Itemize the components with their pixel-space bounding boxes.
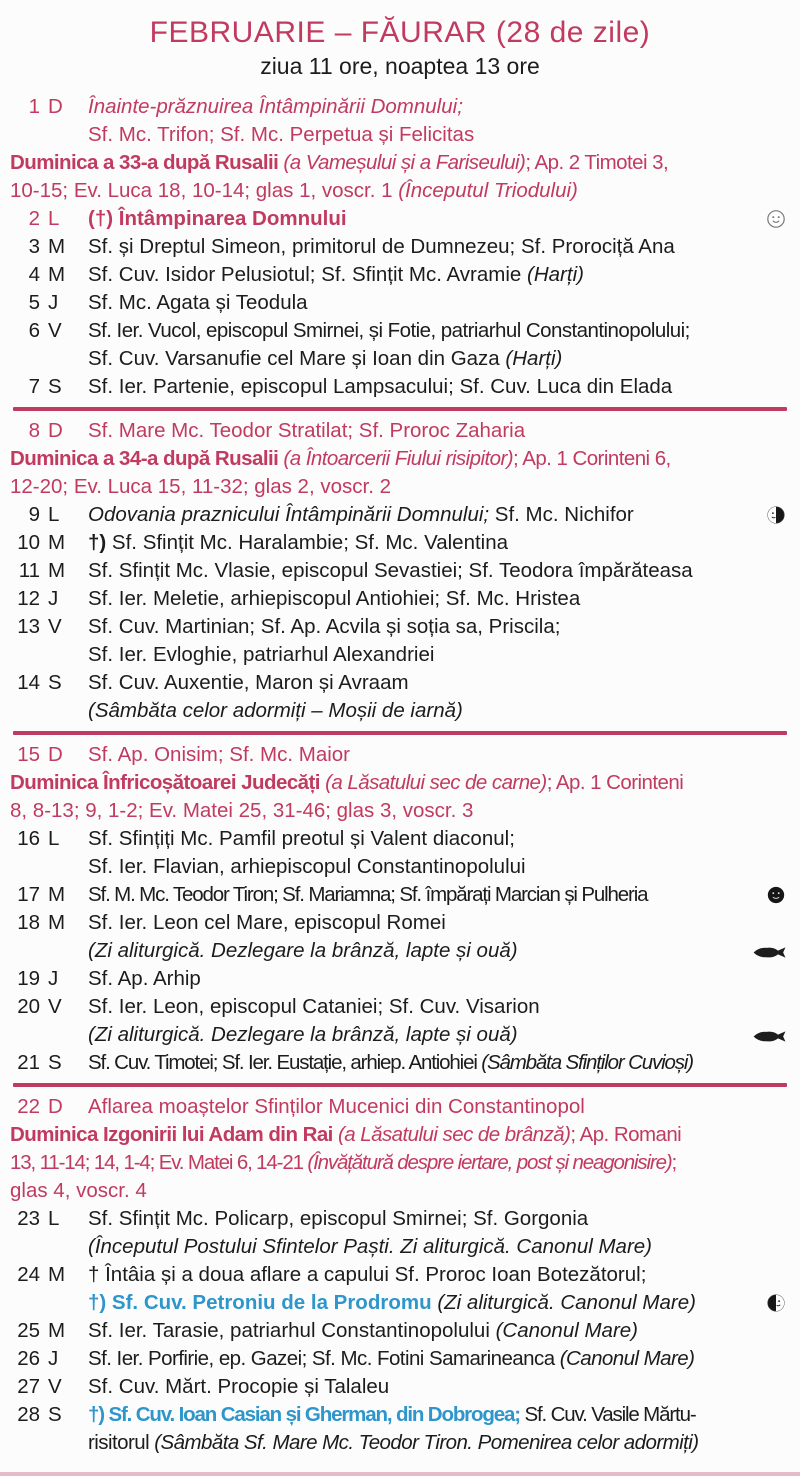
moon-last-quarter-icon (766, 505, 786, 525)
day-column (10, 937, 88, 965)
entry-text (10, 177, 794, 205)
day-number: 24 (17, 1263, 40, 1286)
entry-text (88, 205, 800, 233)
day-column (10, 853, 88, 881)
entry-text (88, 121, 800, 149)
text-segment: †) (88, 531, 107, 554)
weekday-letter: S (48, 671, 62, 694)
day-12-line-1 (0, 585, 800, 613)
day-7-line-1 (0, 373, 800, 401)
day-column (10, 205, 88, 233)
text-segment: (a Lăsatului sec de carne) (325, 771, 547, 794)
day-number: 19 (17, 967, 40, 990)
day-number: 13 (17, 615, 40, 638)
day-column (10, 697, 88, 725)
weekday-letter: M (48, 531, 66, 554)
entry-text (88, 1317, 800, 1345)
day-23-line-2 (0, 1233, 800, 1261)
day-9-line-1 (0, 501, 800, 529)
entry-text (88, 233, 800, 261)
calendar-entries (0, 93, 800, 1457)
day-24-line-1 (0, 1261, 800, 1289)
weekday-letter: J (48, 1347, 59, 1370)
bottom-rule (0, 1472, 800, 1476)
day-26-line-1 (0, 1345, 800, 1373)
day-column (10, 373, 88, 401)
day-column (10, 993, 88, 1021)
text-segment: (a Întoarcerii Fiului risipitor) (283, 447, 514, 470)
entry-text (10, 149, 794, 177)
text-segment: Sf. Mc. Trifon; Sf. Mc. Perpetua și Felicitas (88, 123, 475, 146)
day-18-line-1 (0, 909, 800, 937)
day-column (10, 261, 88, 289)
entry-text (88, 557, 800, 585)
text-segment: Sf. Cuv. Timotei; Sf. Ier. Eustație, arhiep. Antiohiei (88, 1051, 482, 1074)
text-segment: †) Sf. Cuv. Ioan Casian și Gherman, din Dobrogea; (88, 1403, 520, 1426)
weekday-letter: L (48, 1207, 60, 1230)
day-number: 3 (28, 235, 40, 258)
entry-text (88, 853, 800, 881)
day-number: 25 (17, 1319, 40, 1342)
day-column (10, 1429, 88, 1457)
weekday-letter: J (48, 587, 59, 610)
day-column (10, 669, 88, 697)
day-number (10, 1289, 40, 1317)
text-segment: Duminica Izgonirii lui Adam din Rai (10, 1123, 338, 1146)
text-segment: ; Ap. 2 Timotei 3, (525, 151, 669, 174)
entry-text (88, 937, 800, 965)
day-number: 23 (17, 1207, 40, 1230)
text-segment: (Harți) (505, 347, 563, 370)
text-segment: Sf. Cuv. Isidor Pelusiotul; Sf. Sfințit Mc. Avramie (88, 263, 528, 286)
section-separator (13, 407, 787, 411)
day-column (10, 909, 88, 937)
day-15-line-1 (0, 741, 800, 769)
entry-text (88, 317, 800, 345)
day-number (10, 1021, 40, 1049)
day-number: 11 (18, 559, 40, 582)
weekday-letter: S (48, 375, 62, 398)
day-column (10, 1401, 88, 1429)
text-segment: (†) Întâmpinarea Domnului (88, 207, 347, 230)
day-column (10, 1049, 88, 1077)
text-segment: Sf. Cuv. Auxentie, Maron și Avraam (88, 671, 409, 694)
entry-text (10, 473, 794, 501)
day-column (10, 641, 88, 669)
weekday-letter: S (48, 1403, 62, 1426)
day-number: 12 (17, 587, 40, 610)
day-number: 18 (17, 911, 40, 934)
day-column (10, 529, 88, 557)
text-segment: Sf. Sfințit Mc. Vlasie, episcopul Sevastiei; Sf. Teodora împărăteasa (88, 559, 693, 582)
text-segment: Sf. Ier. Flavian, arhiepiscopul Constantinopolului (88, 855, 526, 878)
sunday-heading-line-2 (0, 797, 800, 825)
text-segment: Sf. M. Mc. Teodor Tiron; Sf. Mariamna; Sf. împărați Marcian și Pulheria (88, 883, 648, 906)
entry-text (88, 993, 800, 1021)
weekday-letter: M (48, 263, 66, 286)
day-6-line-2 (0, 345, 800, 373)
entry-text (88, 613, 800, 641)
day-column (10, 93, 88, 121)
weekday-letter: L (48, 503, 60, 526)
text-segment: Sf. Ier. Evloghie, patriarhul Alexandriei (88, 643, 435, 666)
text-segment: Sf. și Dreptul Simeon, primitorul de Dumnezeu; Sf. Prorociță Ana (88, 235, 675, 258)
day-5-line-1 (0, 289, 800, 317)
text-segment: Sf. Ier. Meletie, arhiepiscopul Antiohiei; Sf. Mc. Hristea (88, 587, 581, 610)
day-column (10, 585, 88, 613)
day-number (10, 1233, 40, 1261)
entry-text (88, 261, 800, 289)
sunday-heading-line-2 (0, 177, 800, 205)
text-segment: Sf. Ier. Leon cel Mare, episcopul Romei (88, 911, 446, 934)
entry-text (88, 965, 800, 993)
text-segment: glas 4, voscr. 4 (10, 1179, 147, 1202)
entry-text (88, 345, 800, 373)
text-segment: Sf. Cuv. Mărt. Procopie și Talaleu (88, 1375, 390, 1398)
weekday-letter: D (48, 1095, 63, 1118)
moon-full-icon (766, 209, 786, 229)
day-28-line-1 (0, 1401, 800, 1429)
text-segment: Înainte-prăznuirea Întâmpinării Domnului; (88, 95, 463, 118)
text-segment: Sf. Cuv. Varsanufie cel Mare și Ioan din Gaza (88, 347, 506, 370)
day-16-line-2 (0, 853, 800, 881)
entry-text (88, 825, 800, 853)
text-segment: (a Lăsatului sec de brânză) (337, 1123, 571, 1146)
text-segment: Sf. Ap. Onisim; Sf. Mc. Maior (88, 743, 351, 766)
day-22-line-1 (0, 1093, 800, 1121)
weekday-letter: V (48, 319, 62, 342)
entry-text (10, 769, 794, 797)
weekday-letter: V (48, 615, 62, 638)
text-segment: (Zi aliturgică. Dezlegare la brânză, lapte și ouă) (88, 1023, 518, 1046)
day-number: 9 (28, 503, 40, 526)
day-number: 28 (17, 1403, 40, 1426)
day-number: 20 (17, 995, 40, 1018)
section-separator (13, 731, 787, 735)
fish-icon (752, 945, 788, 960)
entry-text (88, 1261, 800, 1289)
weekday-letter: D (48, 419, 63, 442)
entry-text (88, 909, 800, 937)
sunday-heading-line-1 (0, 769, 800, 797)
day-column (10, 1093, 88, 1121)
day-number: 14 (17, 671, 40, 694)
day-column (10, 1261, 88, 1289)
section-separator (13, 1083, 787, 1087)
text-segment: Duminica Înfricoșătoarei Judecăți (10, 771, 326, 794)
entry-text (88, 373, 800, 401)
text-segment: (Zi aliturgică. Dezlegare la brânză, lapte și ouă) (88, 939, 518, 962)
day-column (10, 881, 88, 909)
text-segment: Sf. Sfințit Mc. Policarp, episcopul Smirnei; Sf. Gorgonia (88, 1207, 589, 1230)
day-column (10, 1317, 88, 1345)
month-title: FEBRUARIE – FĂURAR (28 de zile) (149, 16, 651, 49)
entry-text (88, 585, 800, 613)
day-13-line-2 (0, 641, 800, 669)
text-segment: Sf. Ier. Tarasie, patriarhul Constantinopolului (88, 1319, 496, 1342)
day-column (10, 741, 88, 769)
day-night-hours: ziua 11 ore, noaptea 13 ore (260, 53, 540, 79)
day-number (10, 121, 40, 149)
entry-text (10, 1149, 794, 1177)
day-11-line-1 (0, 557, 800, 585)
text-segment: (Zi aliturgică. Canonul Mare) (437, 1291, 696, 1314)
day-20-line-2 (0, 1021, 800, 1049)
text-segment: ; Ap. Romani (570, 1123, 682, 1146)
text-segment: (Începutul Postului Sfintelor Paști. Zi aliturgică. Canonul Mare) (88, 1235, 653, 1258)
day-23-line-1 (0, 1205, 800, 1233)
day-column (10, 825, 88, 853)
weekday-letter: M (48, 1319, 66, 1342)
day-number: 5 (28, 291, 40, 314)
entry-text (10, 797, 794, 825)
entry-text (88, 1021, 800, 1049)
entry-text (88, 741, 800, 769)
weekday-letter: V (48, 995, 62, 1018)
text-segment: ; Ap. 1 Corinteni (546, 771, 684, 794)
weekday-letter: V (48, 1375, 62, 1398)
entry-text (88, 417, 800, 445)
text-segment: Sf. Ier. Porfirie, ep. Gazei; Sf. Mc. Fotini Samarineanca (88, 1347, 560, 1370)
weekday-letter: J (48, 967, 59, 990)
day-number: 10 (17, 531, 40, 554)
day-number (10, 345, 40, 373)
entry-text (10, 1177, 794, 1205)
text-segment: Odovania praznicului Întâmpinării Domnului; (88, 503, 490, 526)
day-number: 22 (17, 1095, 40, 1118)
entry-text (88, 1049, 800, 1077)
day-column (10, 557, 88, 585)
sunday-heading-line-2 (0, 1149, 800, 1177)
weekday-letter: M (48, 911, 66, 934)
text-segment: risitorul (88, 1431, 155, 1454)
text-segment: (Sâmbăta Sfinților Cuvioși) (481, 1051, 693, 1074)
entry-text (88, 1429, 800, 1457)
day-column (10, 233, 88, 261)
day-27-line-1 (0, 1373, 800, 1401)
text-segment: Sf. Cuv. Vasile Mărtu- (519, 1403, 696, 1426)
text-segment: Sf. Cuv. Martinian; Sf. Ap. Acvila și soția sa, Priscila; (88, 615, 561, 638)
entry-text (88, 1373, 800, 1401)
day-number: 21 (17, 1051, 40, 1074)
day-number (10, 641, 40, 669)
day-24-line-2 (0, 1289, 800, 1317)
day-column (10, 965, 88, 993)
moon-new-icon (766, 885, 786, 905)
entry-text (88, 641, 800, 669)
text-segment: Duminica a 34-a după Rusalii (10, 447, 284, 470)
text-segment: †) Sf. Cuv. Petroniu de la Prodromu (88, 1291, 438, 1314)
text-segment: Sf. Mc. Nichifor (489, 503, 634, 526)
day-column (10, 613, 88, 641)
text-segment: Duminica a 33-a după Rusalii (10, 151, 284, 174)
day-column (10, 1205, 88, 1233)
day-number: 16 (17, 827, 40, 850)
day-number (10, 937, 40, 965)
text-segment: 13, 11-14; 14, 1-4; Ev. Matei 6, 14-21 (10, 1151, 308, 1174)
weekday-letter: M (48, 883, 66, 906)
entry-text (88, 501, 800, 529)
day-column (10, 1021, 88, 1049)
entry-text (88, 1401, 800, 1429)
text-segment: Sf. Mare Mc. Teodor Stratilat; Sf. Proroc Zaharia (88, 419, 526, 442)
day-14-line-1 (0, 669, 800, 697)
sunday-heading-line-1 (0, 445, 800, 473)
text-segment: (Învățătură despre iertare, post și neagonisire) (307, 1151, 672, 1174)
day-column (10, 289, 88, 317)
text-segment: ; Ap. 1 Corinteni 6, (513, 447, 671, 470)
weekday-letter: L (48, 207, 60, 230)
text-segment: (Începutul Triodului) (398, 179, 578, 202)
text-segment: (a Vameșului și a Fariseului) (283, 151, 526, 174)
day-13-line-1 (0, 613, 800, 641)
entry-text (88, 1093, 800, 1121)
day-20-line-1 (0, 993, 800, 1021)
day-19-line-1 (0, 965, 800, 993)
day-number: 26 (17, 1347, 40, 1370)
text-segment: Sf. Ier. Partenie, episcopul Lampsacului; Sf. Cuv. Luca din Elada (88, 375, 673, 398)
day-18-line-2 (0, 937, 800, 965)
text-segment: Sf. Ier. Leon, episcopul Cataniei; Sf. Cuv. Visarion (88, 995, 540, 1018)
day-column (10, 501, 88, 529)
sunday-heading-line-1 (0, 149, 800, 177)
day-number: 6 (28, 319, 40, 342)
text-segment: (Sâmbăta Sf. Mare Mc. Teodor Tiron. Pomenirea celor adormiți) (154, 1431, 699, 1454)
day-1-line-2 (0, 121, 800, 149)
day-column (10, 1289, 88, 1317)
day-16-line-1 (0, 825, 800, 853)
entry-text (88, 1205, 800, 1233)
weekday-letter: J (48, 291, 59, 314)
day-4-line-1 (0, 261, 800, 289)
moon-first-quarter-icon (766, 1293, 786, 1313)
page-header (0, 0, 800, 80)
text-segment: Sf. Sfințit Mc. Haralambie; Sf. Mc. Valentina (106, 531, 509, 554)
text-segment: Aflarea moaștelor Sfinților Mucenici din Constantinopol (88, 1095, 585, 1118)
day-number: 8 (28, 419, 40, 442)
day-number: 27 (17, 1375, 40, 1398)
day-2-line-1 (0, 205, 800, 233)
text-segment: Sf. Mc. Agata și Teodula (88, 291, 308, 314)
day-17-line-1 (0, 881, 800, 909)
day-number (10, 697, 40, 725)
text-segment: (Sâmbăta celor adormiți – Moșii de iarnă) (88, 699, 463, 722)
day-column (10, 345, 88, 373)
sunday-heading-line-1 (0, 1121, 800, 1149)
weekday-letter: M (48, 559, 66, 582)
day-28-line-2 (0, 1429, 800, 1457)
text-segment: (Canonul Mare) (495, 1319, 638, 1342)
day-number: 17 (17, 883, 40, 906)
entry-text (10, 1121, 794, 1149)
weekday-letter: L (48, 827, 60, 850)
weekday-letter: M (48, 235, 66, 258)
text-segment: (Canonul Mare) (559, 1347, 695, 1370)
day-number: 2 (28, 207, 40, 230)
weekday-letter: D (48, 95, 63, 118)
text-segment: 10-15; Ev. Luca 18, 10-14; glas 1, voscr. 1 (10, 179, 399, 202)
weekday-letter: D (48, 743, 63, 766)
day-column (10, 417, 88, 445)
fish-icon (752, 1029, 788, 1044)
day-number (10, 1429, 40, 1457)
day-3-line-1 (0, 233, 800, 261)
sunday-heading-line-2 (0, 473, 800, 501)
entry-text (88, 881, 800, 909)
entry-text (88, 289, 800, 317)
day-column (10, 1373, 88, 1401)
day-number: 7 (28, 375, 40, 398)
day-10-line-1 (0, 529, 800, 557)
text-segment: † Întâia și a doua aflare a capului Sf. Proroc Ioan Botezătorul; (88, 1263, 647, 1286)
entry-text (88, 697, 800, 725)
day-number: 4 (28, 263, 40, 286)
entry-text (88, 1233, 800, 1261)
text-segment: Sf. Ap. Arhip (88, 967, 201, 990)
entry-text (88, 669, 800, 697)
day-number: 15 (17, 743, 40, 766)
text-segment: 12-20; Ev. Luca 15, 11-32; glas 2, voscr. 2 (10, 475, 391, 498)
text-segment: Sf. Sfințiți Mc. Pamfil preotul și Valent diaconul; (88, 827, 515, 850)
entry-text (88, 1289, 800, 1317)
text-segment: (Harți) (527, 263, 584, 286)
weekday-letter: M (48, 1263, 66, 1286)
text-segment: 8, 8-13; 9, 1-2; Ev. Matei 25, 31-46; glas 3, voscr. 3 (10, 799, 474, 822)
sunday-heading-line-3 (0, 1177, 800, 1205)
day-25-line-1 (0, 1317, 800, 1345)
day-14-line-2 (0, 697, 800, 725)
day-column (10, 1233, 88, 1261)
entry-text (88, 1345, 800, 1373)
entry-text (10, 445, 794, 473)
day-number (10, 853, 40, 881)
day-column (10, 121, 88, 149)
weekday-letter: S (48, 1051, 62, 1074)
text-segment: ; (671, 1151, 677, 1174)
day-21-line-1 (0, 1049, 800, 1077)
text-segment: Sf. Ier. Vucol, episcopul Smirnei, și Fotie, patriarhul Constantinopolului; (88, 319, 690, 342)
day-1-line-1 (0, 93, 800, 121)
day-6-line-1 (0, 317, 800, 345)
day-number: 1 (28, 95, 40, 118)
day-column (10, 317, 88, 345)
day-column (10, 1345, 88, 1373)
day-8-line-1 (0, 417, 800, 445)
entry-text (88, 93, 800, 121)
entry-text (88, 529, 800, 557)
